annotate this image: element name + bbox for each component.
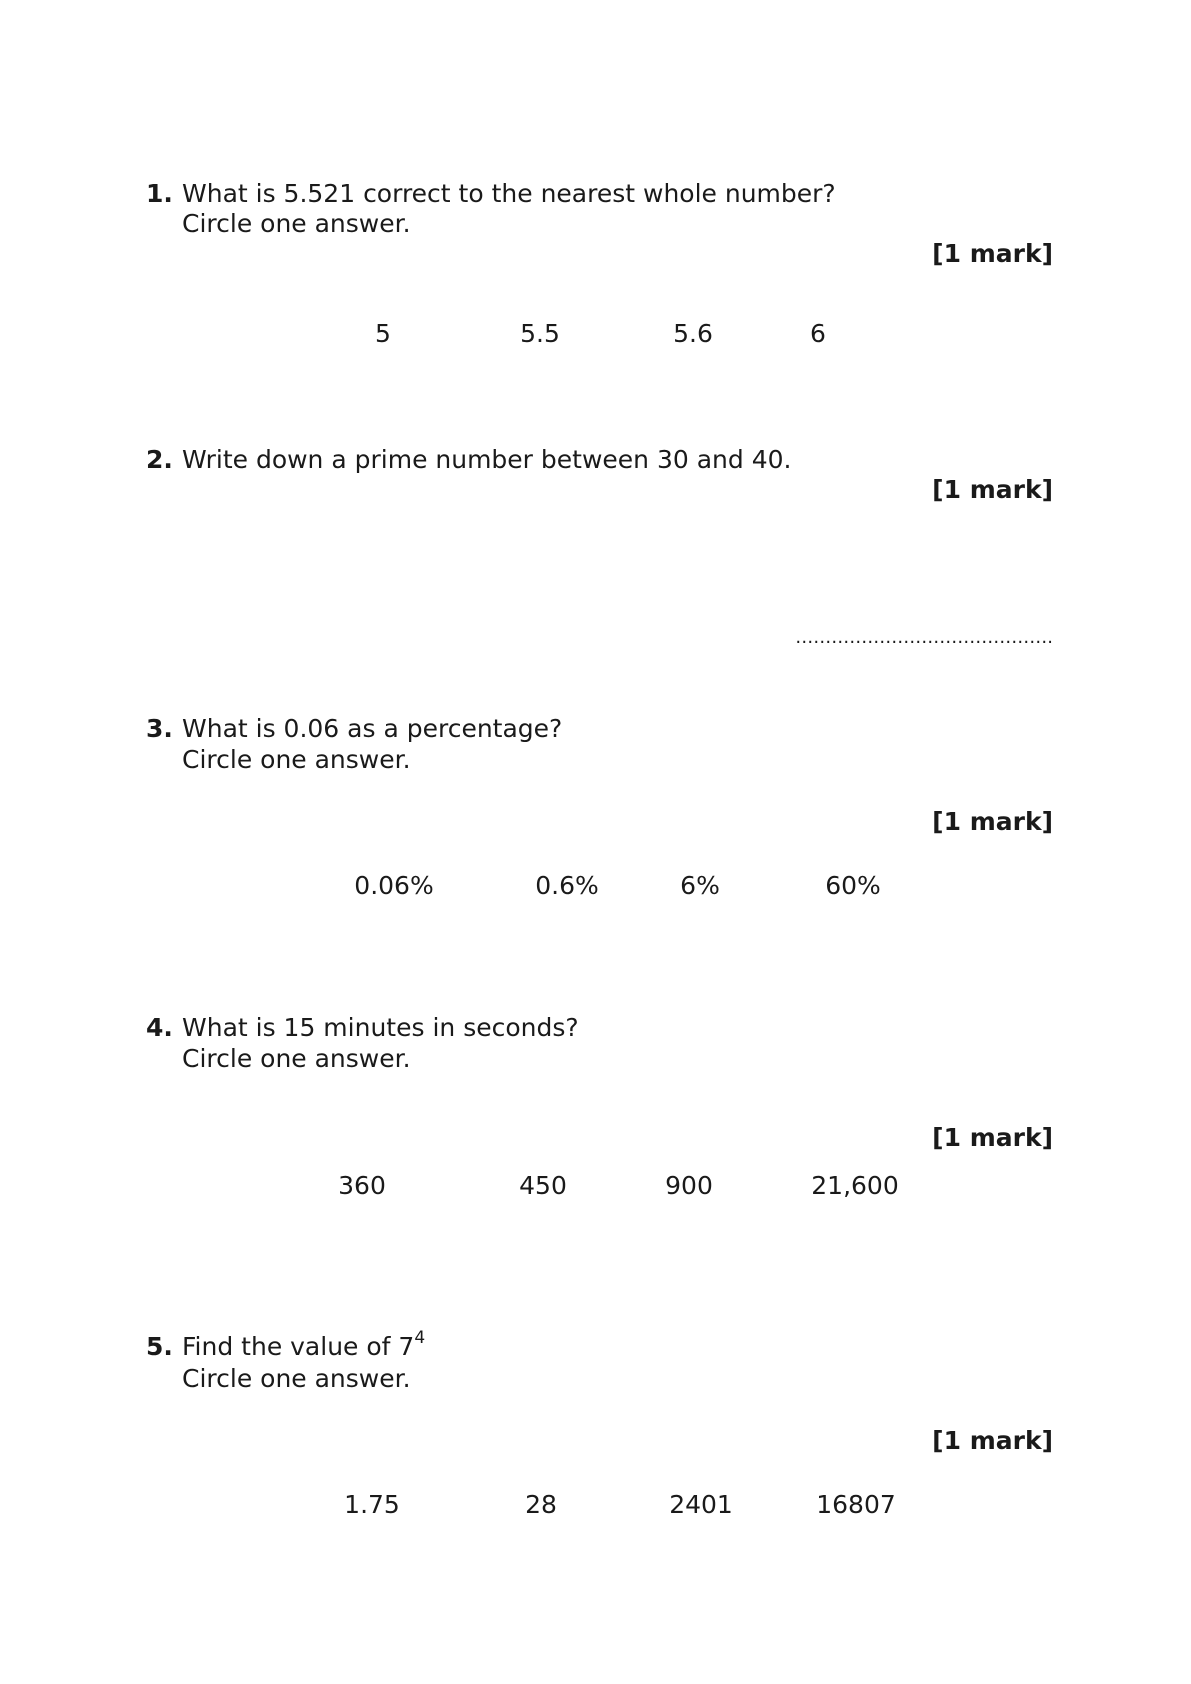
question-instruction: Circle one answer. — [182, 745, 411, 774]
question-text: Write down a prime number between 30 and 40. — [182, 445, 792, 474]
exponent: 4 — [414, 1328, 426, 1348]
question-instruction: Circle one answer. — [182, 1364, 411, 1393]
question-number: 3. — [146, 714, 173, 743]
answer-option[interactable]: 2401 — [669, 1490, 733, 1519]
question-text-main: Find the value of 7 — [182, 1332, 415, 1361]
answer-option[interactable]: 0.6% — [535, 871, 599, 900]
answer-option[interactable]: 16807 — [816, 1490, 896, 1519]
mark-label: [1 mark] — [932, 239, 1053, 268]
question-text — [182, 1328, 426, 1363]
answer-option[interactable]: 21,600 — [811, 1171, 899, 1200]
question-number: 1. — [146, 179, 173, 208]
question-number: 5. — [146, 1332, 173, 1361]
question-text: What is 5.521 correct to the nearest whole number? — [182, 179, 836, 208]
question-number: 2. — [146, 445, 173, 474]
answer-option[interactable]: 0.06% — [354, 871, 434, 900]
answer-line[interactable]: ……………………………………. — [795, 627, 1053, 648]
mark-label: [1 mark] — [932, 475, 1053, 504]
answer-option[interactable]: 5.6 — [673, 319, 713, 348]
answer-option[interactable]: 5 — [375, 319, 391, 348]
answer-option[interactable]: 6 — [810, 319, 826, 348]
answer-option[interactable]: 360 — [338, 1171, 386, 1200]
answer-option[interactable]: 5.5 — [520, 319, 560, 348]
answer-option[interactable]: 1.75 — [344, 1490, 400, 1519]
question-text: What is 15 minutes in seconds? — [182, 1013, 579, 1042]
answer-option[interactable]: 28 — [525, 1490, 557, 1519]
answer-option[interactable]: 60% — [825, 871, 881, 900]
answer-option[interactable]: 900 — [665, 1171, 713, 1200]
mark-label: [1 mark] — [932, 1123, 1053, 1152]
question-instruction: Circle one answer. — [182, 1044, 411, 1073]
answer-option[interactable]: 450 — [519, 1171, 567, 1200]
mark-label: [1 mark] — [932, 807, 1053, 836]
question-instruction: Circle one answer. — [182, 209, 411, 238]
question-number: 4. — [146, 1013, 173, 1042]
answer-option[interactable]: 6% — [680, 871, 720, 900]
mark-label: [1 mark] — [932, 1426, 1053, 1455]
question-text: What is 0.06 as a percentage? — [182, 714, 563, 743]
